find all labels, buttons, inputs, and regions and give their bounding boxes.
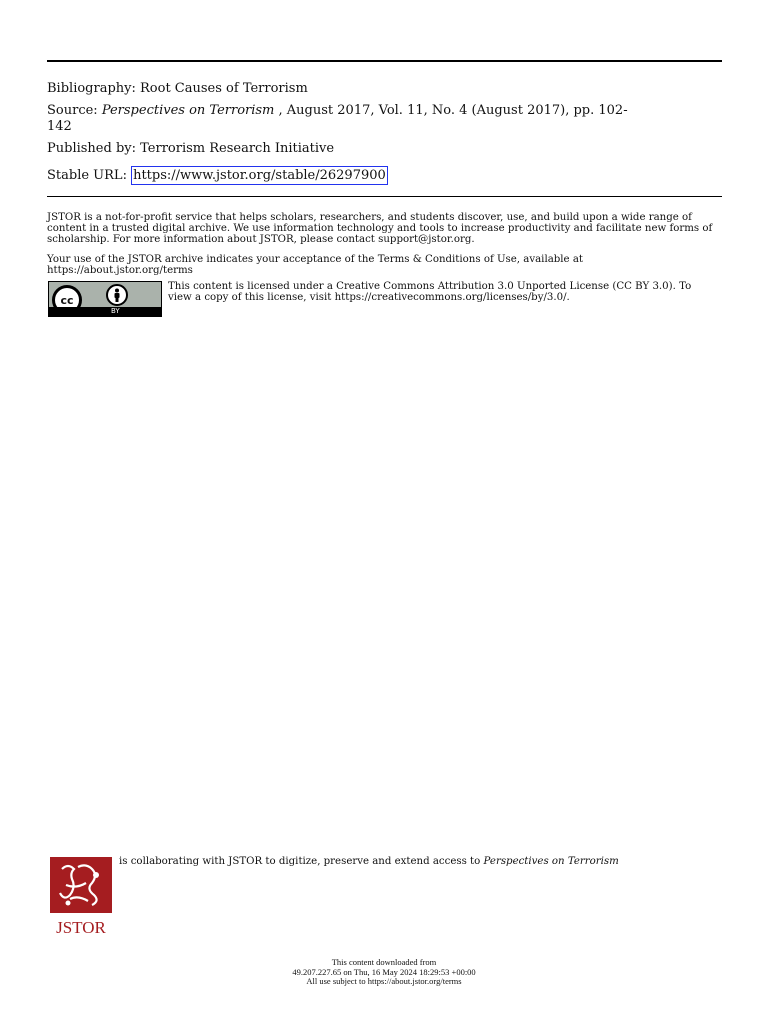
footer-line-2: 49.207.227.65 on Thu, 16 May 2024 18:29:53 +00:00 [292, 966, 476, 977]
source-pages-continued: 142 [47, 119, 72, 134]
collaboration-journal: Perspectives on Terrorism [483, 856, 619, 867]
source-details: , August 2017, Vol. 11, No. 4 (August 2017), pp. 102- [274, 103, 628, 118]
jstor-logo [48, 855, 114, 937]
cc-badge-band [49, 307, 161, 316]
terms-paragraph: Your use of the JSTOR archive indicates your acceptance of the Terms & Conditions of Use, available at https://about.jstor.org/terms [47, 254, 583, 276]
footer-line-3: All use subject to https://about.jstor.org/terms [306, 976, 462, 987]
source-journal[interactable]: Perspectives on Terrorism [101, 103, 275, 118]
collaboration-statement [119, 856, 629, 867]
top-rule [47, 60, 722, 62]
jstor-intro-paragraph: JSTOR is a not-for-profit service that helps scholars, researchers, and students discover, use, and build upon a wide range of content in a trusted digital archive. We use information technology and tools to increase productivity and facilitate new forms of scholarship. For more information about JSTOR, please contact support@jstor.org. [47, 212, 713, 245]
cc-by-label: BY [111, 307, 120, 315]
cc-circle-icon: cc [52, 285, 82, 315]
footer-line-1: This content downloaded from [331, 957, 437, 967]
divider-rule [47, 196, 722, 197]
source-prefix: Source: [47, 103, 102, 118]
stable-url-line [47, 168, 388, 184]
download-footer [234, 958, 534, 987]
attribution-person-icon [106, 284, 128, 306]
creative-commons-by-icon[interactable] [48, 281, 162, 317]
published-by: Published by: Terrorism Research Initiative [47, 141, 335, 156]
license-paragraph: This content is licensed under a Creative Commons Attribution 3.0 Unported License (CC BY 3.0). To view a copy of this license, visit https://creativecommons.org/licenses/by/3.0/. [168, 281, 692, 303]
source-line [47, 103, 628, 119]
stable-url-link[interactable]: https://www.jstor.org/stable/26297900 [133, 168, 386, 183]
stable-url-label: Stable URL: [47, 168, 132, 183]
collaboration-text: is collaborating with JSTOR to digitize, preserve and extend access to [119, 856, 484, 867]
bibliography-title: Bibliography: Root Causes of Terrorism [47, 81, 308, 96]
jstor-logo-text: JSTOR [56, 918, 106, 937]
